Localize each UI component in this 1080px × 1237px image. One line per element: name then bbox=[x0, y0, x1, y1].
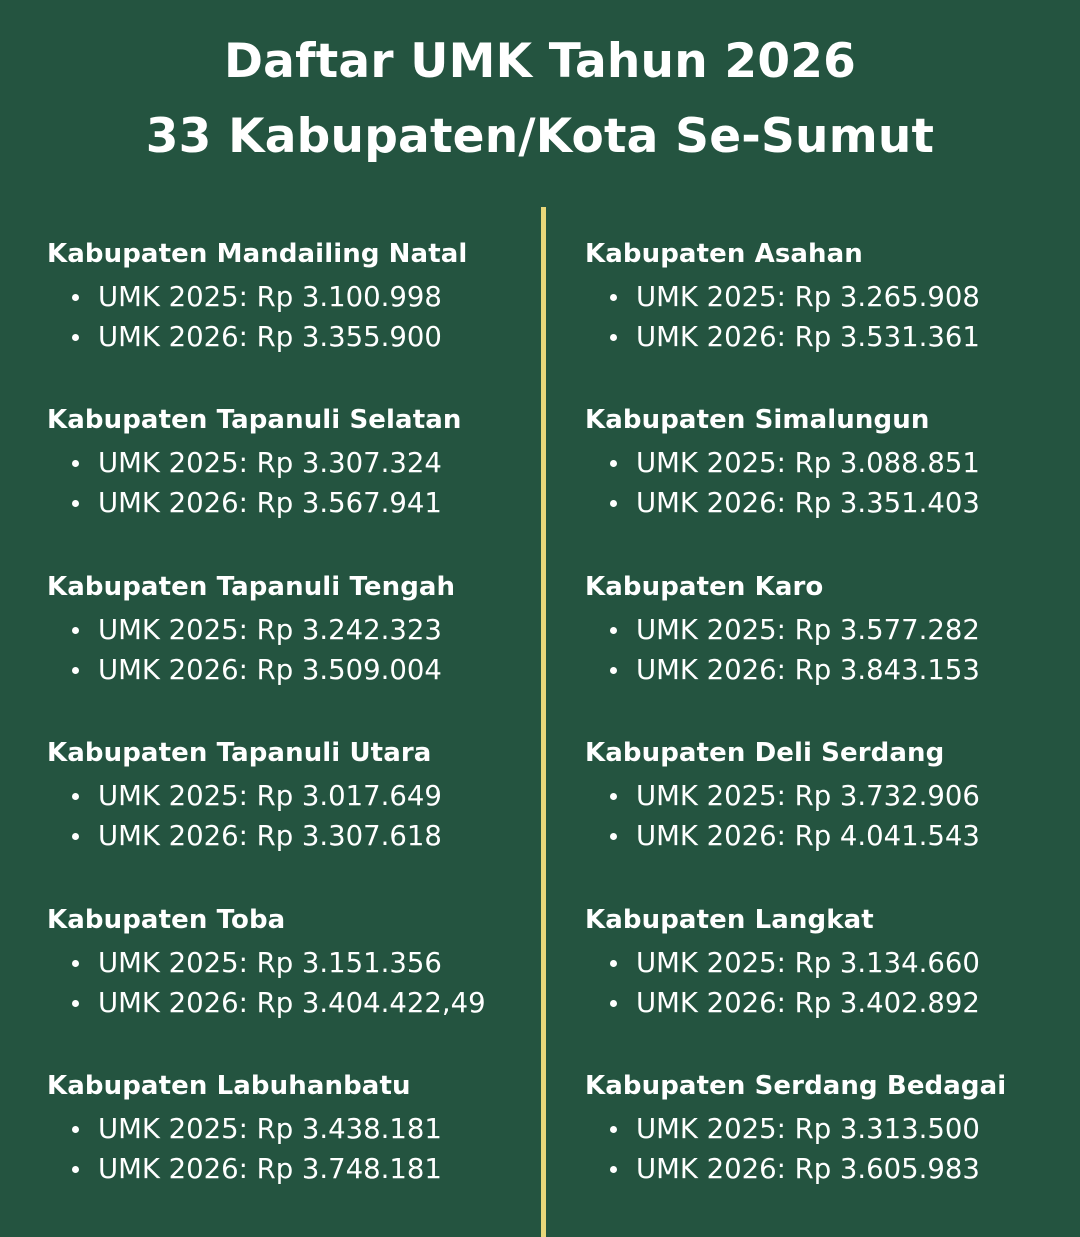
umk-2025-value: UMK 2025: Rp 3.732.906 bbox=[636, 780, 980, 813]
bullet-icon bbox=[610, 833, 617, 840]
bullet-icon bbox=[72, 500, 79, 507]
umk-2026-value: UMK 2026: Rp 3.531.361 bbox=[636, 321, 980, 353]
regency-entry bbox=[47, 237, 547, 403]
bullet-icon bbox=[72, 627, 79, 634]
umk-2026-value: UMK 2026: Rp 3.605.983 bbox=[636, 1152, 980, 1185]
umk-2025-item bbox=[47, 443, 547, 483]
umk-2026-value: UMK 2026: Rp 3.843.153 bbox=[636, 653, 980, 686]
umk-2025-item bbox=[47, 943, 547, 983]
regency-name: Kabupaten Tapanuli Selatan bbox=[47, 405, 462, 436]
umk-2026-item bbox=[585, 1149, 1075, 1189]
page-title: Daftar UMK Tahun 2026 bbox=[223, 34, 857, 89]
regency-entry bbox=[585, 903, 1075, 1069]
umk-2026-item bbox=[585, 983, 1075, 1023]
regency-entry bbox=[585, 403, 1075, 569]
bullet-icon bbox=[72, 1166, 79, 1173]
umk-2026-value: UMK 2026: Rp 3.355.900 bbox=[98, 321, 442, 353]
regency-entry bbox=[585, 237, 1075, 403]
regency-entry bbox=[47, 570, 547, 736]
umk-2026-item bbox=[47, 317, 547, 357]
umk-2025-value: UMK 2025: Rp 3.313.500 bbox=[636, 1112, 980, 1145]
umk-2026-value: UMK 2026: Rp 3.748.181 bbox=[98, 1152, 442, 1185]
bullet-icon bbox=[72, 460, 79, 467]
bullet-icon bbox=[72, 1126, 79, 1133]
umk-2025-item bbox=[585, 443, 1075, 483]
regency-name: Kabupaten Asahan bbox=[585, 239, 863, 269]
umk-2025-value: UMK 2025: Rp 3.307.324 bbox=[98, 447, 442, 480]
bullet-icon bbox=[72, 1000, 79, 1007]
umk-2025-item bbox=[585, 943, 1075, 983]
umk-2025-item bbox=[585, 1109, 1075, 1149]
umk-2025-value: UMK 2025: Rp 3.100.998 bbox=[98, 281, 442, 313]
regency-name: Kabupaten Deli Serdang bbox=[585, 738, 945, 769]
regency-entry bbox=[585, 1069, 1075, 1235]
umk-2026-item bbox=[47, 816, 547, 856]
umk-2025-item bbox=[585, 610, 1075, 650]
bullet-icon bbox=[72, 334, 79, 341]
bullet-icon bbox=[72, 667, 79, 674]
umk-2026-item bbox=[585, 816, 1075, 856]
umk-2025-item bbox=[47, 277, 547, 317]
umk-2025-item bbox=[585, 776, 1075, 816]
regency-entry bbox=[47, 403, 547, 569]
umk-2025-value: UMK 2025: Rp 3.242.323 bbox=[98, 613, 442, 646]
umk-2025-item bbox=[47, 776, 547, 816]
umk-2026-value: UMK 2026: Rp 3.567.941 bbox=[98, 487, 442, 520]
left-column bbox=[47, 237, 547, 1235]
umk-2025-item bbox=[47, 610, 547, 650]
regency-name: Kabupaten Serdang Bedagai bbox=[585, 1070, 1007, 1101]
umk-2025-value: UMK 2025: Rp 3.017.649 bbox=[98, 780, 442, 813]
umk-2025-value: UMK 2025: Rp 3.438.181 bbox=[98, 1112, 442, 1145]
umk-2025-value: UMK 2025: Rp 3.265.908 bbox=[636, 281, 980, 313]
bullet-icon bbox=[72, 960, 79, 967]
bullet-icon bbox=[610, 627, 617, 634]
umk-2026-item bbox=[47, 483, 547, 523]
page-subtitle: 33 Kabupaten/Kota Se-Sumut bbox=[145, 109, 935, 164]
umk-2025-value: UMK 2025: Rp 3.134.660 bbox=[636, 946, 980, 979]
umk-2026-value: UMK 2026: Rp 3.402.892 bbox=[636, 986, 980, 1019]
umk-2026-item bbox=[47, 1149, 547, 1189]
regency-name: Kabupaten Labuhanbatu bbox=[47, 1070, 411, 1101]
bullet-icon bbox=[610, 667, 617, 674]
bullet-icon bbox=[72, 294, 79, 301]
bullet-icon bbox=[610, 793, 617, 800]
umk-2025-value: UMK 2025: Rp 3.151.356 bbox=[98, 946, 442, 979]
bullet-icon bbox=[610, 294, 617, 301]
bullet-icon bbox=[610, 1166, 617, 1173]
umk-2026-item bbox=[585, 650, 1075, 690]
umk-2026-value: UMK 2026: Rp 3.351.403 bbox=[636, 487, 980, 520]
regency-entry bbox=[47, 903, 547, 1069]
umk-2026-item bbox=[47, 650, 547, 690]
regency-name: Kabupaten Mandailing Natal bbox=[47, 239, 468, 269]
umk-2025-item bbox=[585, 277, 1075, 317]
bullet-icon bbox=[610, 460, 617, 467]
bullet-icon bbox=[610, 1000, 617, 1007]
bullet-icon bbox=[610, 500, 617, 507]
regency-entry bbox=[585, 570, 1075, 736]
umk-2025-value: UMK 2025: Rp 3.577.282 bbox=[636, 613, 980, 646]
regency-entry bbox=[47, 736, 547, 902]
regency-name: Kabupaten Simalungun bbox=[585, 405, 930, 436]
bullet-icon bbox=[72, 833, 79, 840]
bullet-icon bbox=[610, 960, 617, 967]
bullet-icon bbox=[610, 334, 617, 341]
umk-2026-item bbox=[585, 483, 1075, 523]
umk-2026-item bbox=[47, 983, 547, 1023]
umk-2026-value: UMK 2026: Rp 4.041.543 bbox=[636, 820, 980, 853]
right-column bbox=[585, 237, 1075, 1235]
umk-2026-value: UMK 2026: Rp 3.509.004 bbox=[98, 653, 442, 686]
regency-entry bbox=[585, 736, 1075, 902]
umk-2025-item bbox=[47, 1109, 547, 1149]
umk-2026-value: UMK 2026: Rp 3.404.422,49 bbox=[98, 986, 486, 1019]
regency-name: Kabupaten Karo bbox=[585, 571, 824, 602]
regency-name: Kabupaten Tapanuli Utara bbox=[47, 738, 432, 769]
umk-2026-value: UMK 2026: Rp 3.307.618 bbox=[98, 820, 442, 853]
regency-entry bbox=[47, 1069, 547, 1235]
regency-name: Kabupaten Langkat bbox=[585, 904, 874, 935]
regency-name: Kabupaten Toba bbox=[47, 904, 286, 935]
regency-name: Kabupaten Tapanuli Tengah bbox=[47, 571, 456, 602]
bullet-icon bbox=[72, 793, 79, 800]
umk-2026-item bbox=[585, 317, 1075, 357]
bullet-icon bbox=[610, 1126, 617, 1133]
umk-2025-value: UMK 2025: Rp 3.088.851 bbox=[636, 447, 980, 480]
